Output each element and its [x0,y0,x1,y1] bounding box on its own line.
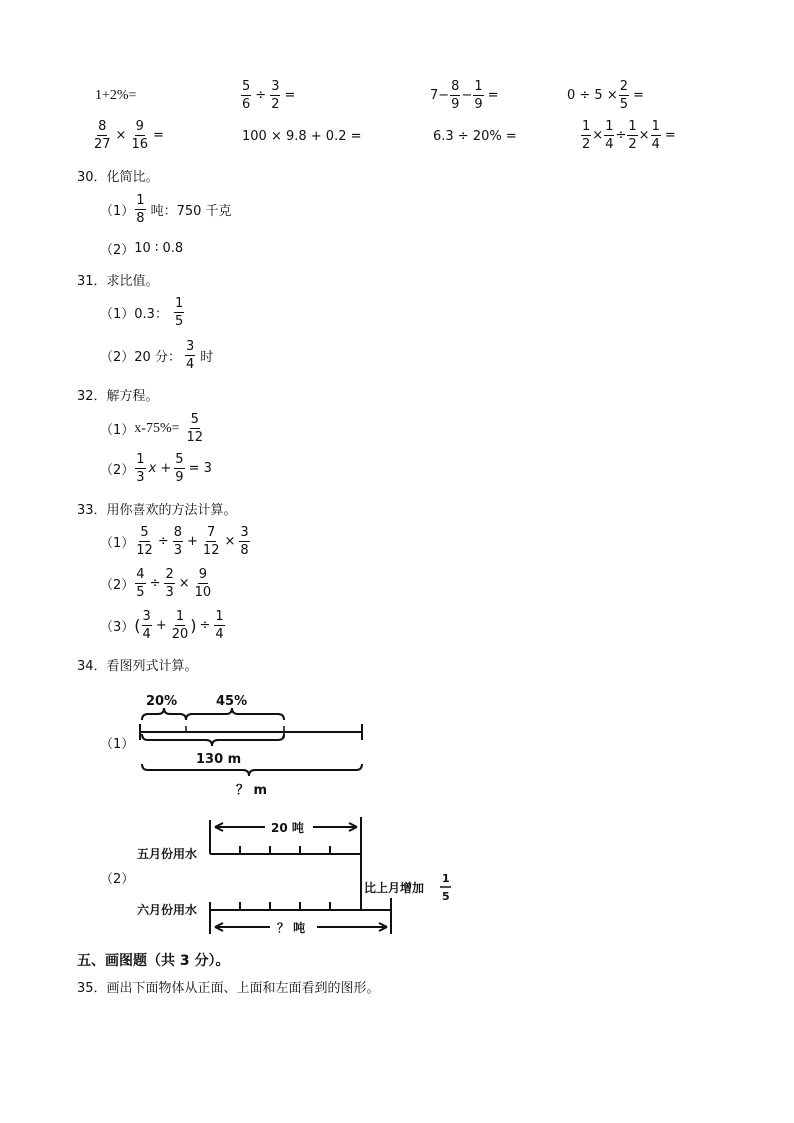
calc-r1-c4: 0 ÷ 5 × $\frac{2}{5}$ = [567,79,644,112]
q30-part1: （1） $\frac{1}{8}$ 吨：750 千克 [100,193,232,226]
q32-title: 32．解方程。 [77,389,159,404]
fraction: $\frac{1}{4}$ [215,609,224,642]
q32-part2: （2） $\frac{1}{3}$ x + $\frac{5}{9}$ = 3 [100,452,212,485]
fraction: $\frac{2}{5}$ [619,79,629,112]
q34-fig2-label: （2） [100,872,135,887]
fraction: $\frac{1}{9}$ [474,79,483,112]
calc-r1-c3: 7− $\frac{8}{9}$ − $\frac{1}{9}$ = [430,79,499,112]
calc-r1-c1 [95,88,136,104]
calc-r2-c4: $\frac{1}{2}$ × $\frac{1}{4}$ ÷ $\frac{1}{2}$ × $\frac{1}{4}$ = [582,119,676,152]
increase-den: 5 [442,890,450,903]
increase-num: 1 [442,872,450,885]
fraction: $\frac{8}{9}$ [451,79,460,112]
fraction: $\frac{5}{9}$ [175,452,184,485]
fraction: $\frac{2}{3}$ [165,567,174,600]
segment-diagram-1 [130,688,380,803]
q31-part1: （1） 0.3： $\frac{1}{5}$ [100,296,184,329]
fraction: $\frac{8}{27}$ [94,119,111,152]
calc-r2-c1: $\frac{8}{27}$ × $\frac{9}{16}$ = [94,119,164,152]
pct1-label: 20% [146,694,178,709]
brace-130 [142,734,284,746]
q31-part2: （2） 20 分： $\frac{3}{4}$ 时 [100,339,214,372]
calc-text: 1+2%= [95,88,137,103]
june-label: 六月份用水 [137,903,198,917]
q33-part2: （2） $\frac{4}{5}$ ÷ $\frac{2}{3}$ × $\frac{9}{10}$ [100,567,212,600]
fraction: $\frac{1}{20}$ [171,609,189,642]
brace-total [142,764,362,776]
fraction: $\frac{1}{8}$ [136,193,145,226]
may-label: 五月份用水 [137,847,198,861]
fraction: $\frac{1}{2}$ [628,119,637,152]
fraction: $\frac{1}{3}$ [136,452,145,485]
fraction: $\frac{4}{5}$ [136,567,145,600]
segment-diagram-2 [135,812,465,940]
q34-fig1-label: （1） [100,737,135,752]
q31-title: 31．求比值。 [77,274,159,289]
calc-r1-c2: $\frac{5}{6}$ ÷ $\frac{3}{2}$ = [242,79,296,112]
calc-r2-c3: 6.3 ÷ 20% = [433,129,517,144]
fraction: $\frac{3}{2}$ [271,79,280,112]
fraction: $\frac{1}{4}$ [651,119,660,152]
fraction: $\frac{8}{3}$ [173,525,183,558]
pct2-label: 45% [216,694,248,709]
len-label: 130 m [196,752,242,767]
q34-title: 34．看图列式计算。 [77,659,198,674]
brace-20 [142,708,186,720]
fraction: $\frac{5}{12}$ [136,525,153,558]
q32-part1: （1） x-75%= $\frac{5}{12}$ [100,412,204,445]
fraction: $\frac{3}{4}$ [185,339,195,372]
fraction: $\frac{5}{6}$ [242,79,251,112]
section5-title: 五、画图题（共 3 分）。 [77,953,230,969]
fraction: $\frac{1}{5}$ [174,296,184,329]
may-total-label: 20 吨 [271,821,304,835]
q30-title: 30．化简比。 [77,170,159,185]
brace-45 [186,708,284,720]
fraction: $\frac{3}{8}$ [240,525,249,558]
fraction: $\frac{1}{2}$ [582,119,591,152]
q33-part3: （3） ( $\frac{3}{4}$ + $\frac{1}{20}$ ) ÷ $\frac{1}{4}$ [100,609,224,642]
q30-part2: （2） 10 ∶ 0.8 [100,241,184,258]
q33-part1: （1） $\frac{5}{12}$ ÷ $\frac{8}{3}$ + $\frac{7}{12}$ × $\frac{3}{8}$ [100,525,249,558]
june-total-label: ？ 吨 [277,921,306,935]
q35-text: 35．画出下面物体从正面、上面和左面看到的图形。 [77,981,380,996]
fraction: $\frac{9}{16}$ [131,119,148,152]
q33-title: 33．用你喜欢的方法计算。 [77,503,237,518]
fraction: $\frac{7}{12}$ [202,525,220,558]
calc-r2-c2: 100 × 9.8 + 0.2 = [242,129,362,144]
fraction: $\frac{1}{4}$ [605,119,614,152]
fraction: $\frac{9}{10}$ [194,567,212,600]
fraction: $\frac{5}{12}$ [186,412,204,445]
fraction: $\frac{3}{4}$ [142,609,151,642]
total-label: ？ m [236,783,268,798]
increase-note: 比上月增加 [364,881,425,895]
